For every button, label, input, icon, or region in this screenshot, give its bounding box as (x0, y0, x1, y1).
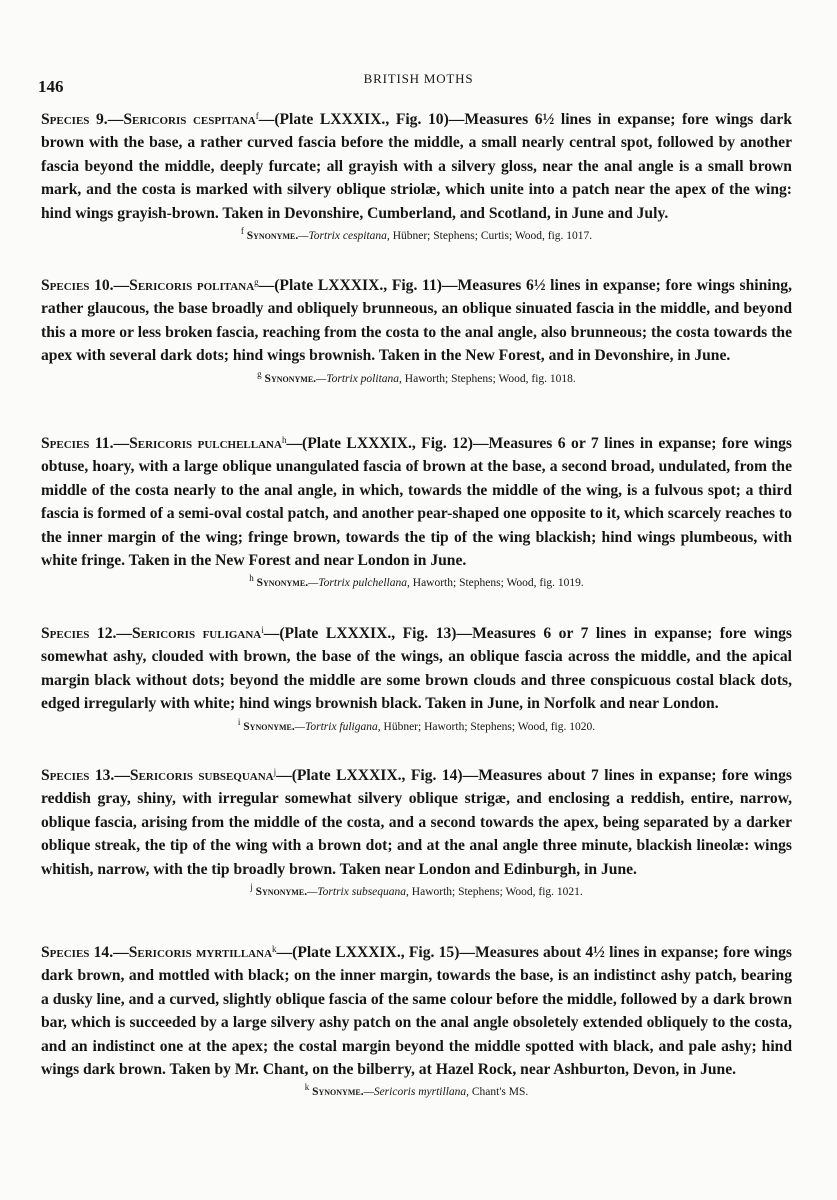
running-head: BRITISH MOTHS (363, 71, 474, 86)
species-name: —Sericoris myrtillana (113, 944, 273, 961)
description-text: —(Plate LXXXIX., Fig. 10)—Measures 6½ lines in expanse; fore wings dark brown with the base, a rather curved fascia before the middle, a small nearly central spot, followed by another fascia beyond the middle, deeply furcate; all grayish with a silvery gloss, near the anal angle is a small brown mark, and the costa is marked with silvery oblique striolæ, which unite into a patch near the apex of the wing: hind wings grayish-brown. Taken in Devonshire, Cumberland, and Scotland, in June and July. (41, 111, 792, 222)
synonym-label: Synonyme. (312, 1086, 364, 1099)
description-text: —(Plate LXXXIX., Fig. 12)—Measures 6 or 7 lines in expanse; fore wings obtuse, hoary, with a large oblique unangulated fascia of brown at the base, a second broad, undulated, from the middle of the costa nearly to the anal angle, in which, towards the middle of the wing, is a fulvous spot; a third fascia is formed of a semi-oval costal patch, and another pear-shaped one opposite to it, which scarcely reaches to the inner margin of the wing; fringe brown, towards the tip of the wing blackish; hind wings plumbeous, with white fringe. Taken in the New Forest and near London in June. (41, 435, 792, 570)
synonym-name: —Tortrix fuligana, (294, 720, 381, 733)
footnote-marker: g (257, 368, 262, 379)
species-entry-14 (41, 941, 792, 1099)
species-label: Species 9. (41, 111, 108, 128)
species-entry-11 (41, 432, 792, 590)
synonym-label: Synonyme. (255, 886, 308, 899)
species-label: Species 13. (41, 767, 115, 784)
synonym-footnote (41, 882, 792, 899)
footnote-marker: i (261, 625, 264, 635)
synonym-references: Chant's MS. (469, 1086, 529, 1099)
synonym-footnote (41, 226, 792, 243)
synonym-footnote (41, 1082, 792, 1099)
species-name: —Sericoris fuligana (116, 625, 262, 642)
species-name: —Sericoris subsequana (114, 767, 274, 784)
description-text: —(Plate LXXXIX., Fig. 13)—Measures 6 or 7 lines in expanse; fore wings somewhat ashy, clouded with brown, the base of the wings, an oblique fascia across the middle, and the apical margin black without dots; beyond the middle are some brown clouds and three conspicuous costal black dots, edged irregularly with white; hind wings brownish black. Taken in June, in Norfolk and near London. (41, 625, 792, 713)
species-name: —Sericoris politana (113, 277, 255, 294)
species-description (41, 764, 792, 881)
footnote-marker: k (272, 944, 277, 954)
species-name: —Sericoris pulchellana (113, 435, 282, 452)
species-description (41, 274, 792, 368)
species-label: Species 10. (41, 277, 114, 294)
footnote-marker: h (281, 435, 287, 445)
description-text: —(Plate LXXXIX., Fig. 15)—Measures about 4½ lines in expanse; fore wings dark brown, and mottled with black; on the inner margin, towards the base, is an indistinct ashy patch, bearing a dusky line, and a curved, slightly oblique fascia of the same colour before the middle, followed by a dark brown bar, which is succeeded by a large silvery ashy patch on the anal angle obsoletely extended obliquely to the costa, and an indistinct one at the apex; the costal margin beyond the middle spotted with black, and pale ashy; hind wings dark brown. Taken by Mr. Chant, on the bilberry, at Hazel Rock, near Ashburton, Devon, in June. (41, 944, 792, 1079)
synonym-label: Synonyme. (246, 230, 299, 243)
description-text: —(Plate LXXXIX., Fig. 11)—Measures 6½ lines in expanse; fore wings shining, rather glaucous, the base broadly and obliquely brunneous, an oblique sinuated fascia in the middle, and beyond this a more or less broken fascia, reaching from the costa to the anal angle, also brunneous; the costa towards the apex with several dark dots; hind wings brownish. Taken in the New Forest, and in Devonshire, in June. (41, 277, 792, 365)
footnote-marker: i (237, 716, 241, 727)
description-text: —(Plate LXXXIX., Fig. 14)—Measures about 7 lines in expanse; fore wings reddish gray, shiny, with irregular somewhat silvery oblique strigæ, and enclosing a reddish, entire, narrow, oblique fascia, arising from the middle of the costa, and a second towards the apex, being separated by a darker oblique streak, the tip of the wing with a brown dot; and at the anal angle three minute, blackish lineolæ: wings whitish, narrow, with the tip broadly brown. Taken near London and Edinburgh, in June. (41, 767, 792, 878)
synonym-footnote (41, 573, 792, 590)
synonym-footnote (41, 368, 792, 386)
synonym-label: Synonyme. (256, 577, 309, 590)
species-entry-12 (41, 622, 792, 734)
footnote-marker: f (240, 226, 244, 237)
synonym-name: —Tortrix pulchellana, (308, 577, 410, 590)
synonym-references: Hübner; Stephens; Curtis; Wood, fig. 1017. (389, 230, 593, 243)
synonym-references: Hübner; Haworth; Stephens; Wood, fig. 1020. (380, 720, 596, 733)
species-entry-13 (41, 764, 792, 899)
footnote-marker: h (249, 573, 254, 584)
species-description (41, 941, 792, 1081)
synonym-name: —Sericoris myrtillana, (363, 1086, 470, 1099)
synonym-references: Haworth; Stephens; Wood, fig. 1019. (409, 577, 584, 590)
species-name: —Sericoris cespitana (107, 111, 256, 128)
species-description (41, 622, 792, 716)
synonym-name: —Tortrix politana, (316, 372, 402, 385)
synonym-label: Synonyme. (243, 720, 295, 733)
page-number: 146 (38, 77, 64, 96)
footnote-marker: j (273, 767, 277, 777)
synonym-footnote (41, 716, 792, 734)
species-entry-10 (41, 274, 792, 386)
synonym-references: Haworth; Stephens; Wood, fig. 1018. (401, 372, 576, 385)
footnote-marker: k (304, 1082, 310, 1093)
synonym-name: —Tortrix subsequana, (307, 886, 409, 899)
species-label: Species 12. (41, 625, 117, 642)
species-label: Species 11. (41, 435, 114, 452)
footnote-marker: j (250, 882, 253, 893)
species-entry-9 (41, 108, 792, 243)
synonym-name: —Tortrix cespitana, (298, 230, 390, 243)
footnote-marker: f (255, 111, 259, 121)
synonym-label: Synonyme. (264, 372, 317, 385)
synonym-references: Haworth; Stephens; Wood, fig. 1021. (408, 886, 583, 899)
species-description (41, 432, 792, 572)
footnote-marker: g (254, 277, 259, 287)
species-label: Species 14. (41, 944, 114, 961)
species-description (41, 108, 792, 225)
